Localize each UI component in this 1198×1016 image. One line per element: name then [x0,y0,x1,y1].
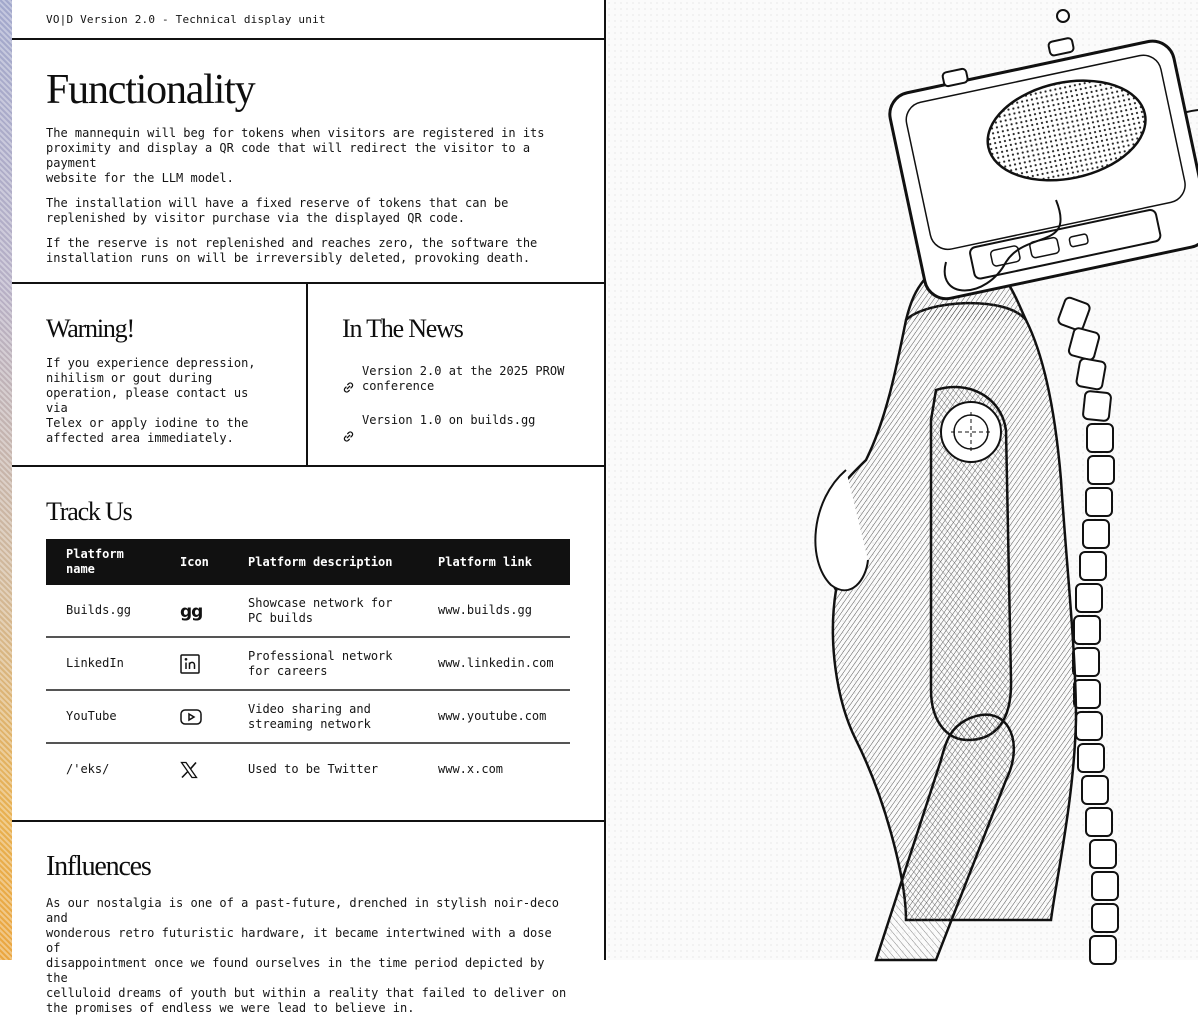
news-link-buildsgg[interactable] [342,413,570,447]
platform-link[interactable]: www.x.com [438,762,504,776]
warning-news-row [12,284,604,467]
news-link-prow[interactable] [342,364,570,398]
influences-heading: Influences [46,851,151,882]
platform-name: Builds.gg [46,585,160,637]
link-icon [342,413,362,447]
news-link-label[interactable]: Version 2.0 at the 2025 PROW conference [362,364,565,393]
column-header: Platform description [248,554,393,569]
table-row[interactable] [46,743,570,795]
column-header: Platform name [66,547,124,576]
influences-text: As our nostalgia is one of a past-future, drenched in stylish noir-deco and wonderous retro futuristic hardware, it became intertwined with a dose of disappointment once we found ourselves in the time period depicted by the celluloid dreams of youth but within a reality that failed to deliver on the promises of endless we were lead to believe in. [46,896,567,1015]
platform-name: /'eks/ [66,762,110,776]
functionality-section [12,40,604,284]
platform-description: Professional network for careers [228,637,418,690]
functionality-heading: Functionality [46,67,255,113]
functionality-paragraph: The installation will have a fixed reserve of tokens that can be replenished by visitor purchase via the displayed QR code. [46,196,509,225]
news-section [308,284,604,465]
platform-description: Video sharing and streaming network [228,690,418,743]
column-header: Icon [180,554,209,569]
linkedin-icon[interactable] [160,637,228,690]
table-row[interactable] [46,585,570,637]
platforms-table [46,539,570,795]
mannequin-illustration [606,0,1198,960]
platform-name: LinkedIn [46,637,160,690]
track-heading: Track Us [46,497,132,526]
column-header: Platform link [438,554,532,569]
table-row[interactable] [46,690,570,743]
platform-link[interactable]: www.youtube.com [418,690,570,743]
top-bar [12,0,604,40]
buildsgg-icon[interactable] [160,585,228,637]
platform-name: YouTube [46,690,160,743]
platform-description: Showcase network for PC builds [228,585,418,637]
news-heading: In The News [342,314,463,343]
table-row[interactable] [46,637,570,690]
svg-text:gg: gg [180,601,203,622]
warning-heading: Warning! [46,314,134,343]
gradient-edge-strip [0,0,12,960]
news-link-label[interactable]: Version 1.0 on builds.gg [362,413,536,427]
functionality-paragraph: If the reserve is not replenished and reaches zero, the software the installation runs on will be irreversibly deleted, provoking death. [46,236,538,265]
track-us-section [12,467,604,822]
device-title: VO|D Version 2.0 - Technical display unit [46,13,326,26]
functionality-paragraph: The mannequin will beg for tokens when visitors are registered in its proximity and display a QR code that will redirect the visitor to a payment website for the LLM model. [46,126,545,185]
mannequin-drawing [606,0,1198,960]
x-icon[interactable] [160,743,228,795]
youtube-icon[interactable] [160,690,228,743]
platform-link[interactable]: www.linkedin.com [418,637,570,690]
influences-section [12,822,604,1016]
warning-text: If you experience depression, nihilism or gout during operation, please contact us via Telex or apply iodine to the affected area immediately. [46,356,256,445]
info-panel[interactable] [12,0,606,1015]
warning-section [12,284,308,465]
table-header-row [46,539,570,585]
link-icon [342,364,362,398]
platform-description: Used to be Twitter [248,762,379,776]
platform-link[interactable]: www.builds.gg [418,585,570,637]
